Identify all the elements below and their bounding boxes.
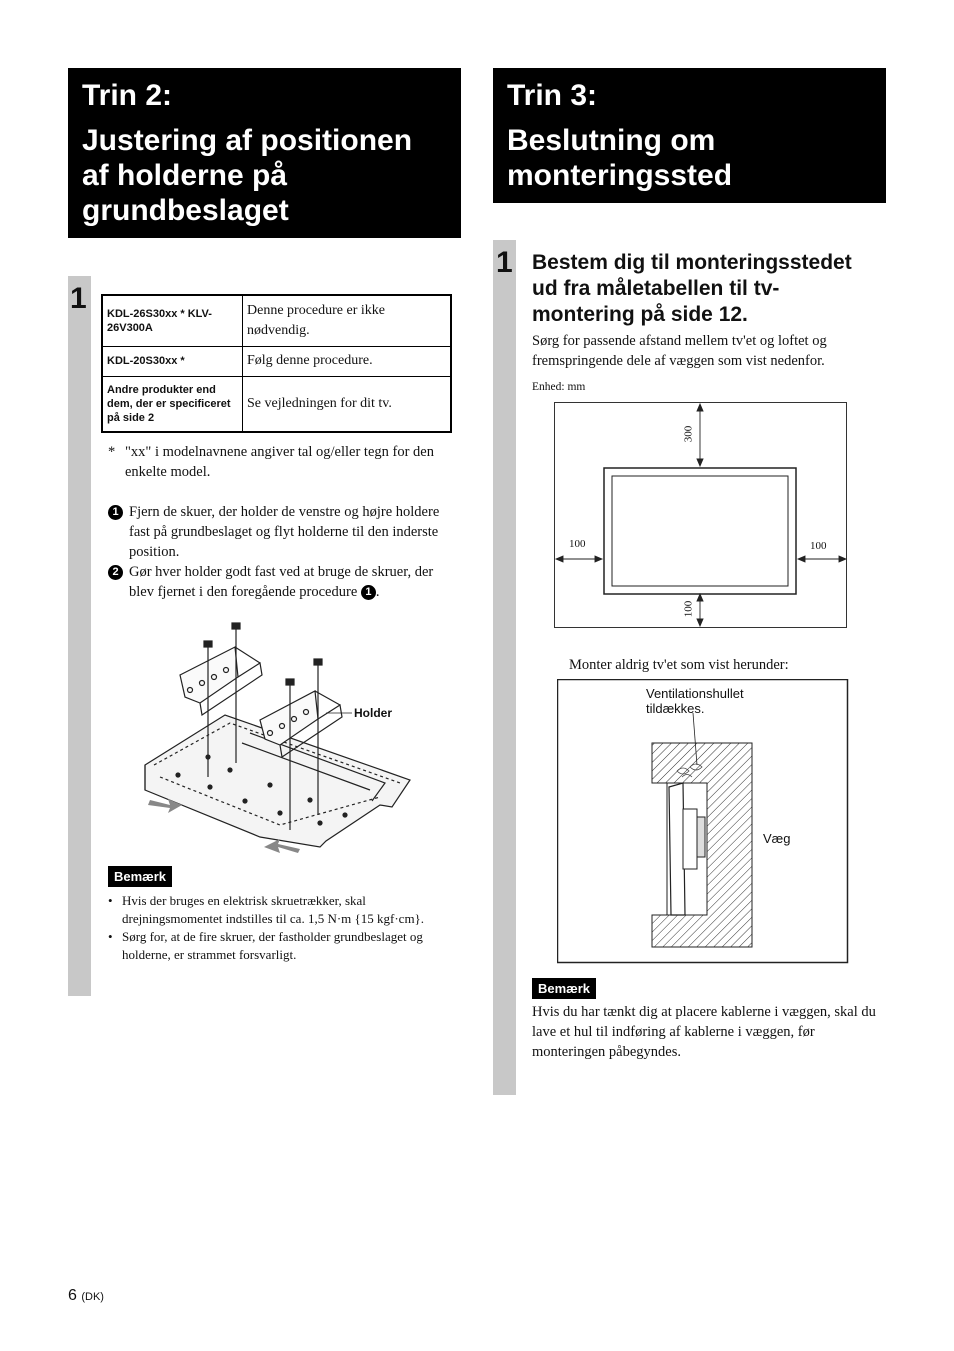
footnote-mark: * <box>108 444 116 460</box>
table-row <box>102 346 451 376</box>
dim-left: 100 <box>569 538 586 550</box>
instruction-2-body <box>108 562 460 602</box>
vent-label: Ventilationshullet tildækkes. <box>646 686 744 716</box>
dim-bottom: 100 <box>682 600 695 618</box>
footnote <box>108 442 453 482</box>
left-heading-step: Trin 2: <box>82 79 173 112</box>
left-note-tag: Bemærk <box>108 866 172 887</box>
right-note-text: Hvis du har tænkt dig at placere kablerne i væggen, skal du lave et hul til indføring af kablerne i væggen, før monteringen påbegyndes. <box>532 1004 876 1060</box>
dim-top: 300 <box>682 425 695 443</box>
right-step-text: Sørg for passende afstand mellem tv'et og loftet og fremspringende dele af væggen som vist nedenfor. <box>532 333 827 369</box>
wall-recess-diagram <box>557 679 849 964</box>
step-number-icon: 1 <box>108 505 123 520</box>
left-notes <box>108 892 460 964</box>
table-model-cell: KDL-20S30xx * <box>102 346 243 376</box>
instruction-2-text: Gør hver holder godt fast ved at bruge de skruer, der blev fjernet i den foregående procedure <box>129 564 434 600</box>
footnote-text: "xx" i modelnavnene angiver tal og/eller tegn for den enkelte model. <box>125 444 434 480</box>
left-step-bar <box>68 276 91 996</box>
right-heading-step: Trin 3: <box>507 79 598 112</box>
instruction-2 <box>108 562 460 602</box>
page-number <box>68 1287 104 1305</box>
instruction-1-text: Fjern de skuer, der holder de venstre og højre holdere fast på grundbeslaget og flyt holderne til den inderste position. <box>129 504 440 560</box>
bracket-illustration <box>130 615 430 865</box>
page-number-value: 6 <box>68 1287 77 1304</box>
left-step-number: 1 <box>70 282 87 315</box>
model-table <box>101 294 452 433</box>
page-lang: (DK) <box>81 1291 104 1303</box>
right-note-tag: Bemærk <box>532 978 596 999</box>
table-row <box>102 295 451 346</box>
instruction-1 <box>108 502 460 562</box>
wall-label: Væg <box>763 831 791 846</box>
left-heading <box>68 68 461 238</box>
right-heading-title: Beslutning om monteringssted <box>507 124 733 192</box>
dim-right: 100 <box>810 540 827 552</box>
table-desc-cell: Følg denne procedure. <box>243 346 452 376</box>
table-model-cell: Andre produkter end dem, der er specificeret på side 2 <box>102 376 243 432</box>
step-ref-icon: 1 <box>361 585 376 600</box>
table-desc-cell: Se vejledningen for dit tv. <box>243 376 452 432</box>
step-number-icon: 2 <box>108 565 123 580</box>
right-step-title: Bestem dig til monteringsstedet ud fra måletabellen til tv-montering på side 12. <box>532 251 852 326</box>
right-step-number: 1 <box>496 246 513 279</box>
holder-label: Holder <box>354 706 393 720</box>
right-heading <box>493 68 886 203</box>
list-item: • Sørg for, at de fire skruer, der fastholder grundbeslaget og holderne, er strammet forsvarligt. <box>108 928 460 964</box>
unit-label: Enhed: mm <box>532 381 586 393</box>
never-label: Monter aldrig tv'et som vist herunder: <box>569 657 789 673</box>
left-heading-title: Justering af positionen af holderne på grundbeslaget <box>82 124 413 227</box>
right-step-bar <box>493 240 516 1095</box>
list-item: • Hvis der bruges en elektrisk skruetrækker, skal drejningsmomentet indstilles til ca. 1,5 N·m {15 kgf·cm}. <box>108 892 460 928</box>
table-row <box>102 376 451 432</box>
instruction-2-end: . <box>375 584 380 600</box>
table-desc-cell: Denne procedure er ikke nødvendig. <box>243 295 452 346</box>
table-model-cell: KDL-26S30xx * KLV-26V300A <box>102 295 243 346</box>
clearance-diagram <box>554 402 848 629</box>
